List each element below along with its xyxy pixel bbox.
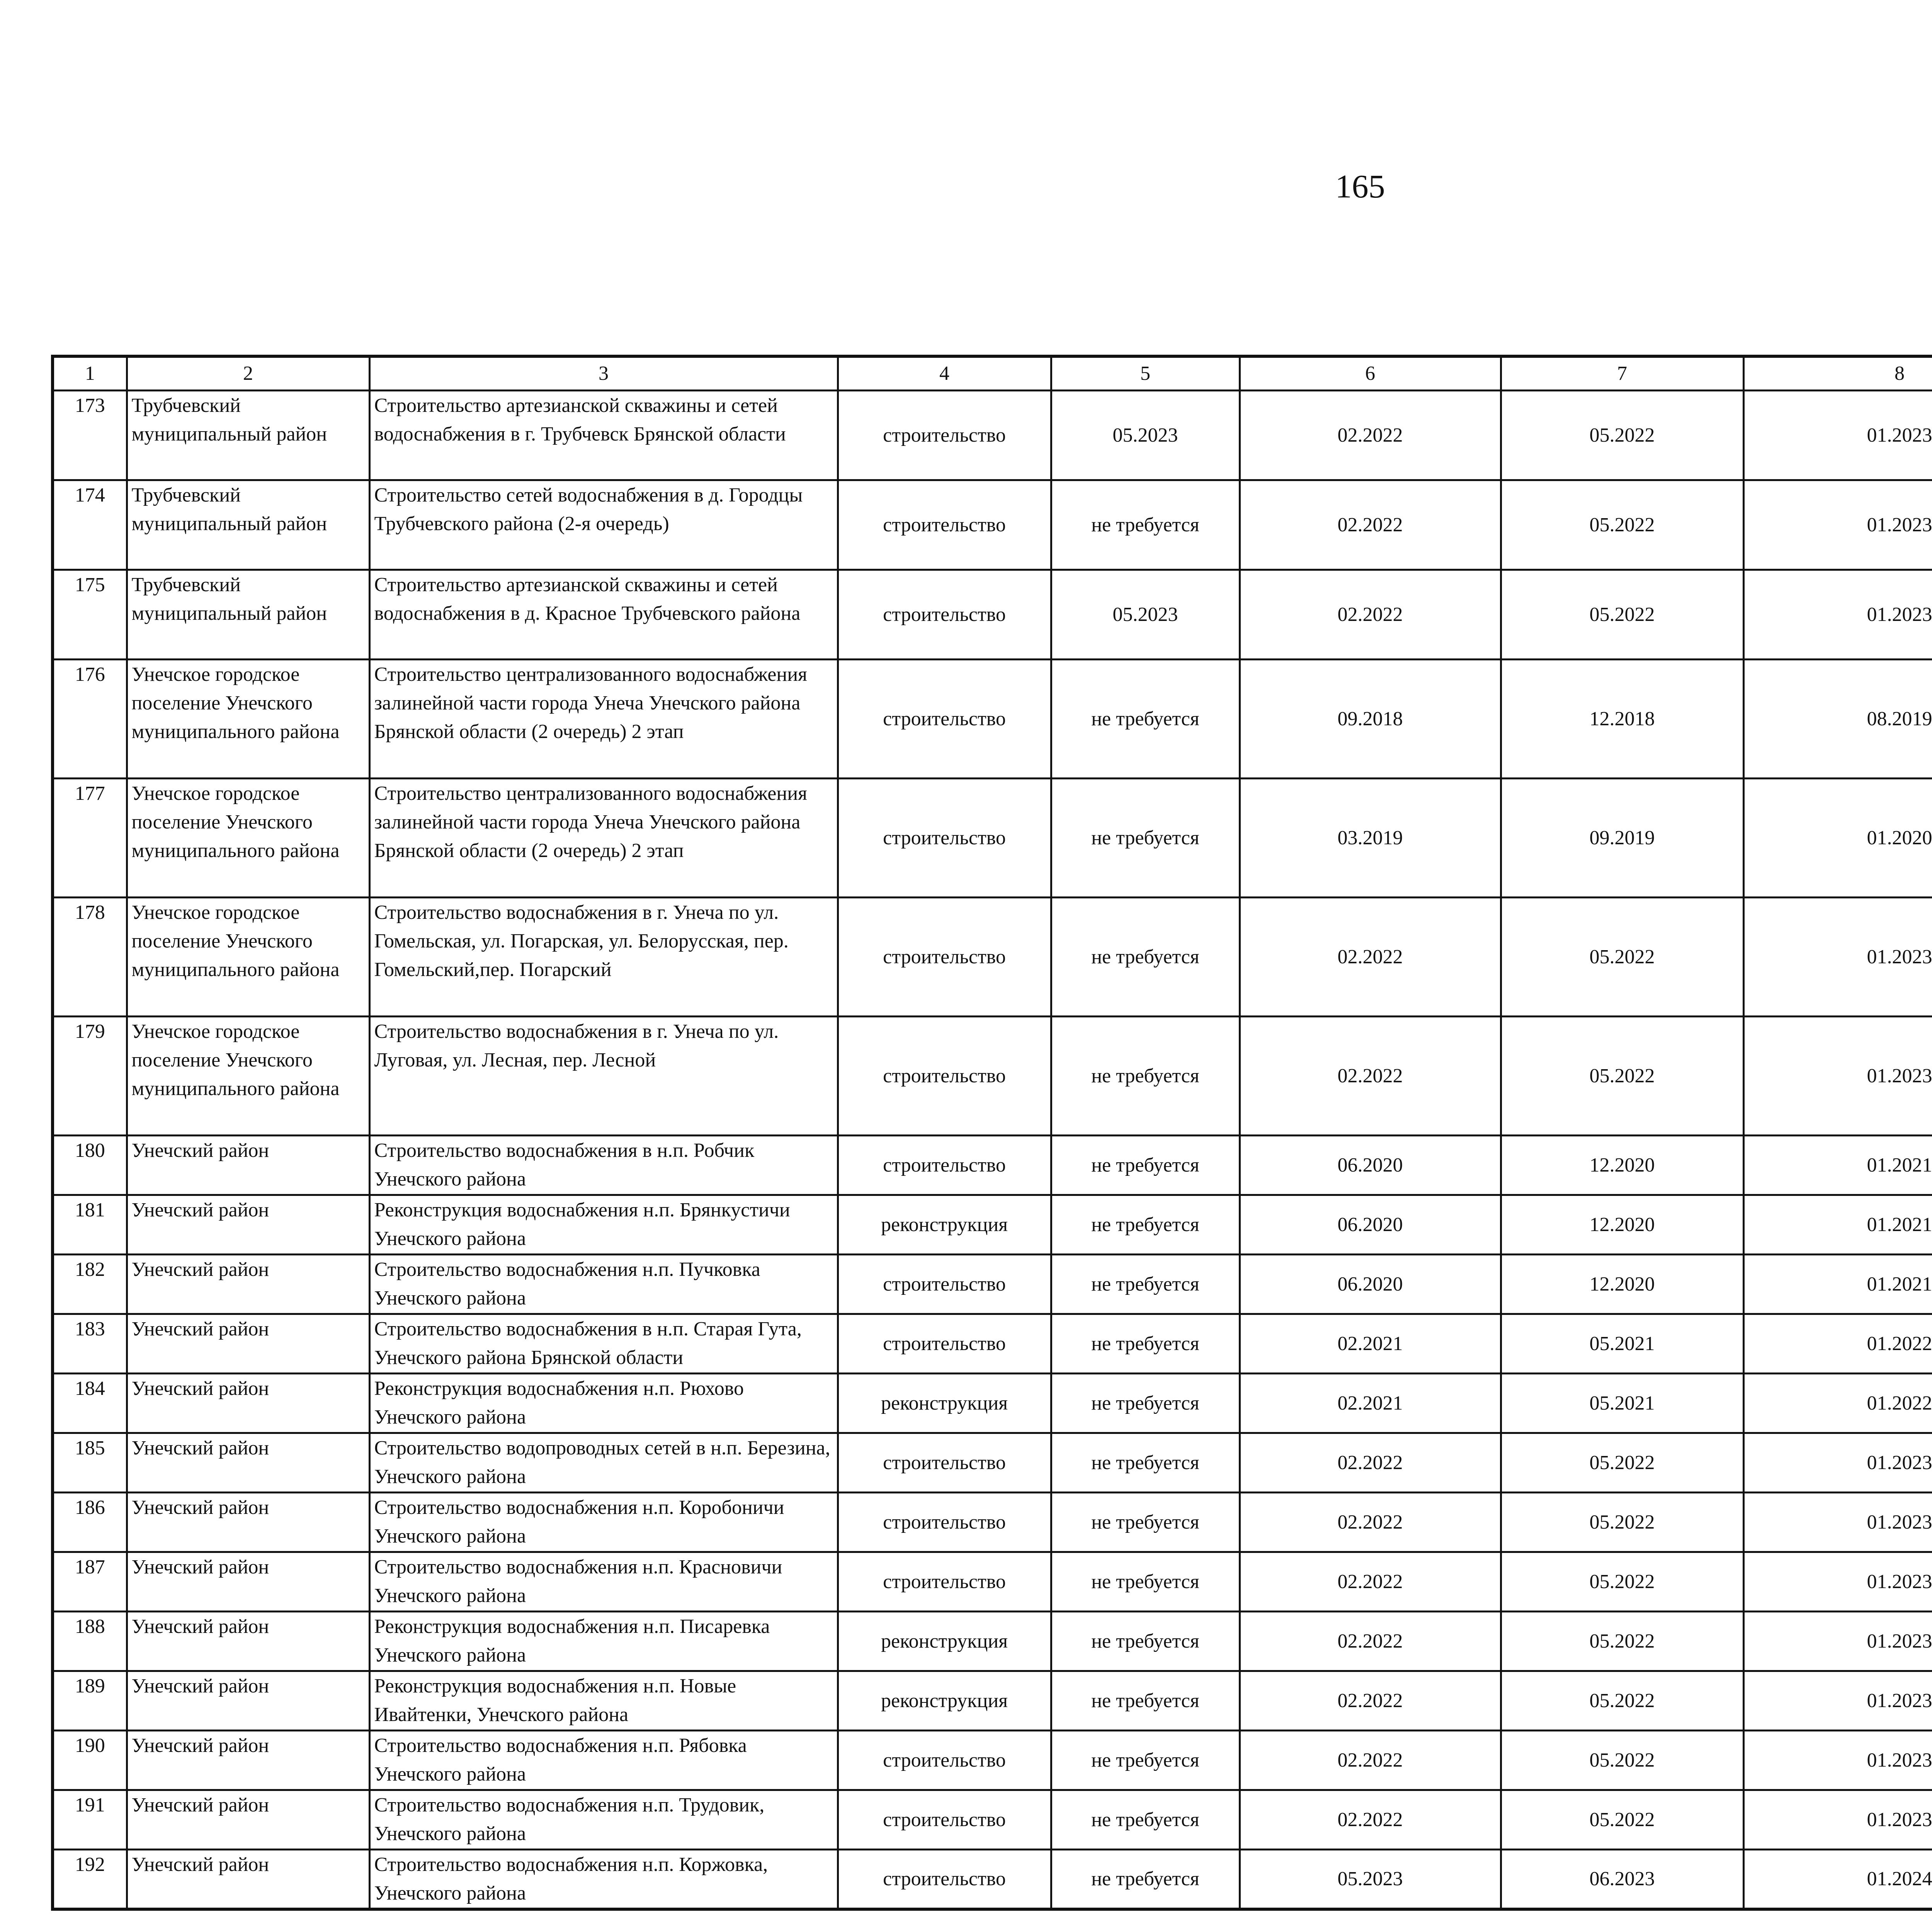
work-type-cell: строительство xyxy=(838,1136,1051,1195)
district-cell: Унечский район xyxy=(127,1612,369,1671)
table-row xyxy=(53,1552,1932,1612)
work-type-cell: строительство xyxy=(838,1790,1051,1850)
row-number: 182 xyxy=(53,1255,127,1314)
object-cell: Строительство водоснабжения в н.п. Робчик Унечского района xyxy=(369,1136,838,1195)
col7-date-cell: 05.2022 xyxy=(1501,1552,1743,1612)
object-cell: Реконструкция водоснабжения н.п. Рюхово Унечского района xyxy=(369,1374,838,1433)
table-row xyxy=(53,1671,1932,1731)
col7-date-cell: 05.2022 xyxy=(1501,391,1743,480)
work-type-cell: строительство xyxy=(838,1552,1051,1612)
work-type-cell: строительство xyxy=(838,1255,1051,1314)
col8-date-cell: 01.2021 xyxy=(1743,1136,1932,1195)
header-row xyxy=(53,356,1932,391)
table-row xyxy=(53,660,1932,779)
object-cell: Строительство водоснабжения н.п. Трудовик, Унечского района xyxy=(369,1790,838,1850)
row-number: 174 xyxy=(53,480,127,570)
table-row xyxy=(53,1017,1932,1136)
object-cell: Строительство централизованного водоснабжения залинейной части города Унеча Унечского района Брянской области (2 очередь) 2 этап xyxy=(369,779,838,898)
work-type-cell: строительство xyxy=(838,1731,1051,1790)
header-cell: 6 xyxy=(1240,356,1501,391)
col6-date-cell: 02.2022 xyxy=(1240,570,1501,660)
col7-date-cell: 12.2020 xyxy=(1501,1195,1743,1255)
district-cell: Унечский район xyxy=(127,1731,369,1790)
col5-cell: не требуется xyxy=(1051,1433,1240,1493)
object-cell: Реконструкция водоснабжения н.п. Брянкустичи Унечского района xyxy=(369,1195,838,1255)
table-row xyxy=(53,779,1932,898)
table-row xyxy=(53,1374,1932,1433)
col8-date-cell: 01.2023 xyxy=(1743,1790,1932,1850)
district-cell: Унечское городское поселение Унечского муниципального района xyxy=(127,660,369,779)
row-number: 181 xyxy=(53,1195,127,1255)
col5-cell: не требуется xyxy=(1051,660,1240,779)
work-type-cell: строительство xyxy=(838,660,1051,779)
row-number: 185 xyxy=(53,1433,127,1493)
col8-date-cell: 01.2023 xyxy=(1743,480,1932,570)
table-row xyxy=(53,1850,1932,1910)
col5-cell: не требуется xyxy=(1051,1790,1240,1850)
col8-date-cell: 01.2020 xyxy=(1743,779,1932,898)
table-row xyxy=(53,1136,1932,1195)
col6-date-cell: 02.2022 xyxy=(1240,1493,1501,1552)
row-number: 178 xyxy=(53,898,127,1017)
work-type-cell: строительство xyxy=(838,898,1051,1017)
district-cell: Унечский район xyxy=(127,1136,369,1195)
col6-date-cell: 09.2018 xyxy=(1240,660,1501,779)
col7-date-cell: 05.2022 xyxy=(1501,1731,1743,1790)
district-cell: Унечское городское поселение Унечского муниципального района xyxy=(127,1017,369,1136)
col7-date-cell: 12.2020 xyxy=(1501,1136,1743,1195)
row-number: 191 xyxy=(53,1790,127,1850)
col7-date-cell: 05.2022 xyxy=(1501,480,1743,570)
header-cell: 4 xyxy=(838,356,1051,391)
col5-cell: 05.2023 xyxy=(1051,570,1240,660)
header-cell: 1 xyxy=(53,356,127,391)
row-number: 189 xyxy=(53,1671,127,1731)
col5-cell: не требуется xyxy=(1051,480,1240,570)
col8-date-cell: 08.2019 xyxy=(1743,660,1932,779)
col8-date-cell: 01.2023 xyxy=(1743,1671,1932,1731)
col5-cell: не требуется xyxy=(1051,1552,1240,1612)
col6-date-cell: 05.2023 xyxy=(1240,1850,1501,1910)
row-number: 186 xyxy=(53,1493,127,1552)
col7-date-cell: 05.2022 xyxy=(1501,1612,1743,1671)
table-row xyxy=(53,898,1932,1017)
col6-date-cell: 06.2020 xyxy=(1240,1195,1501,1255)
col6-date-cell: 03.2019 xyxy=(1240,779,1501,898)
col8-date-cell: 01.2023 xyxy=(1743,1552,1932,1612)
object-cell: Строительство водоснабжения в г. Унеча по ул. Луговая, ул. Лесная, пер. Лесной xyxy=(369,1017,838,1136)
district-cell: Трубчевский муниципальный район xyxy=(127,480,369,570)
col6-date-cell: 02.2021 xyxy=(1240,1374,1501,1433)
district-cell: Унечский район xyxy=(127,1195,369,1255)
work-type-cell: реконструкция xyxy=(838,1671,1051,1731)
page-number: 165 xyxy=(1335,168,1385,205)
table-row xyxy=(53,1612,1932,1671)
col8-date-cell: 01.2023 xyxy=(1743,391,1932,480)
work-type-cell: строительство xyxy=(838,570,1051,660)
object-cell: Строительство водоснабжения н.п. Коробоничи Унечского района xyxy=(369,1493,838,1552)
col5-cell: не требуется xyxy=(1051,779,1240,898)
col6-date-cell: 06.2020 xyxy=(1240,1136,1501,1195)
table-row xyxy=(53,1314,1932,1374)
table-row xyxy=(53,1731,1932,1790)
district-cell: Унечский район xyxy=(127,1552,369,1612)
table-row xyxy=(53,1255,1932,1314)
row-number: 180 xyxy=(53,1136,127,1195)
col7-date-cell: 05.2022 xyxy=(1501,1017,1743,1136)
object-cell: Строительство артезианской скважины и сетей водоснабжения в д. Красное Трубчевского района xyxy=(369,570,838,660)
col6-date-cell: 02.2022 xyxy=(1240,1017,1501,1136)
district-cell: Унечское городское поселение Унечского муниципального района xyxy=(127,898,369,1017)
object-cell: Строительство водоснабжения в г. Унеча по ул. Гомельская, ул. Погарская, ул. Белорусская, пер. Гомельский,пер. Погарский xyxy=(369,898,838,1017)
col7-date-cell: 05.2021 xyxy=(1501,1314,1743,1374)
col6-date-cell: 02.2022 xyxy=(1240,1552,1501,1612)
district-cell: Унечский район xyxy=(127,1493,369,1552)
col6-date-cell: 02.2022 xyxy=(1240,898,1501,1017)
col8-date-cell: 01.2023 xyxy=(1743,1493,1932,1552)
col5-cell: не требуется xyxy=(1051,1314,1240,1374)
col5-cell: не требуется xyxy=(1051,1195,1240,1255)
col5-cell: 05.2023 xyxy=(1051,391,1240,480)
header-cell: 7 xyxy=(1501,356,1743,391)
col5-cell: не требуется xyxy=(1051,1850,1240,1910)
col7-date-cell: 12.2018 xyxy=(1501,660,1743,779)
col7-date-cell: 05.2022 xyxy=(1501,1493,1743,1552)
row-number: 179 xyxy=(53,1017,127,1136)
col8-date-cell: 01.2023 xyxy=(1743,1731,1932,1790)
col6-date-cell: 02.2022 xyxy=(1240,1731,1501,1790)
work-type-cell: строительство xyxy=(838,1850,1051,1910)
header-cell: 5 xyxy=(1051,356,1240,391)
work-type-cell: строительство xyxy=(838,1314,1051,1374)
district-cell: Унечский район xyxy=(127,1850,369,1910)
col6-date-cell: 02.2022 xyxy=(1240,391,1501,480)
col7-date-cell: 05.2022 xyxy=(1501,1790,1743,1850)
table-row xyxy=(53,1493,1932,1552)
object-cell: Строительство централизованного водоснабжения залинейной части города Унеча Унечского района Брянской области (2 очередь) 2 этап xyxy=(369,660,838,779)
work-type-cell: реконструкция xyxy=(838,1374,1051,1433)
col6-date-cell: 02.2022 xyxy=(1240,1790,1501,1850)
district-cell: Унечский район xyxy=(127,1433,369,1493)
work-type-cell: строительство xyxy=(838,391,1051,480)
row-number: 173 xyxy=(53,391,127,480)
table-row xyxy=(53,570,1932,660)
col8-date-cell: 01.2024 xyxy=(1743,1850,1932,1910)
object-cell: Строительство водоснабжения н.п. Красновичи Унечского района xyxy=(369,1552,838,1612)
col5-cell: не требуется xyxy=(1051,898,1240,1017)
district-cell: Трубчевский муниципальный район xyxy=(127,570,369,660)
header-cell: 8 xyxy=(1743,356,1932,391)
district-cell: Унечское городское поселение Унечского муниципального района xyxy=(127,779,369,898)
col8-date-cell: 01.2023 xyxy=(1743,570,1932,660)
col8-date-cell: 01.2022 xyxy=(1743,1314,1932,1374)
object-cell: Строительство артезианской скважины и сетей водоснабжения в г. Трубчевск Брянской области xyxy=(369,391,838,480)
col6-date-cell: 02.2022 xyxy=(1240,480,1501,570)
row-number: 190 xyxy=(53,1731,127,1790)
district-cell: Унечский район xyxy=(127,1790,369,1850)
col6-date-cell: 02.2022 xyxy=(1240,1671,1501,1731)
work-type-cell: реконструкция xyxy=(838,1195,1051,1255)
col5-cell: не требуется xyxy=(1051,1493,1240,1552)
header-cell: 3 xyxy=(369,356,838,391)
col6-date-cell: 02.2021 xyxy=(1240,1314,1501,1374)
header-cell: 2 xyxy=(127,356,369,391)
col7-date-cell: 12.2020 xyxy=(1501,1255,1743,1314)
col8-date-cell: 01.2021 xyxy=(1743,1195,1932,1255)
col5-cell: не требуется xyxy=(1051,1671,1240,1731)
table-row xyxy=(53,391,1932,480)
col8-date-cell: 01.2023 xyxy=(1743,1612,1932,1671)
district-cell: Трубчевский муниципальный район xyxy=(127,391,369,480)
col7-date-cell: 05.2021 xyxy=(1501,1374,1743,1433)
object-cell: Строительство водопроводных сетей в н.п. Березина, Унечского района xyxy=(369,1433,838,1493)
col7-date-cell: 05.2022 xyxy=(1501,1671,1743,1731)
row-number: 187 xyxy=(53,1552,127,1612)
district-cell: Унечский район xyxy=(127,1374,369,1433)
work-type-cell: строительство xyxy=(838,1017,1051,1136)
table-row xyxy=(53,480,1932,570)
col6-date-cell: 02.2022 xyxy=(1240,1433,1501,1493)
work-type-cell: строительство xyxy=(838,779,1051,898)
row-number: 175 xyxy=(53,570,127,660)
row-number: 184 xyxy=(53,1374,127,1433)
col7-date-cell: 05.2022 xyxy=(1501,1433,1743,1493)
col5-cell: не требуется xyxy=(1051,1612,1240,1671)
object-cell: Строительство водоснабжения в н.п. Старая Гута, Унечского района Брянской области xyxy=(369,1314,838,1374)
object-cell: Строительство водоснабжения н.п. Рябовка Унечского района xyxy=(369,1731,838,1790)
row-number: 177 xyxy=(53,779,127,898)
col6-date-cell: 02.2022 xyxy=(1240,1612,1501,1671)
row-number: 188 xyxy=(53,1612,127,1671)
col8-date-cell: 01.2023 xyxy=(1743,1433,1932,1493)
table-row xyxy=(53,1195,1932,1255)
row-number: 183 xyxy=(53,1314,127,1374)
col6-date-cell: 06.2020 xyxy=(1240,1255,1501,1314)
col7-date-cell: 05.2022 xyxy=(1501,898,1743,1017)
col5-cell: не требуется xyxy=(1051,1374,1240,1433)
table-row xyxy=(53,1433,1932,1493)
district-cell: Унечский район xyxy=(127,1314,369,1374)
district-cell: Унечский район xyxy=(127,1255,369,1314)
object-cell: Строительство водоснабжения н.п. Пучковка Унечского района xyxy=(369,1255,838,1314)
col5-cell: не требуется xyxy=(1051,1731,1240,1790)
object-cell: Строительство сетей водоснабжения в д. Городцы Трубчевского района (2-я очередь) xyxy=(369,480,838,570)
col7-date-cell: 09.2019 xyxy=(1501,779,1743,898)
row-number: 192 xyxy=(53,1850,127,1910)
object-cell: Строительство водоснабжения н.п. Коржовка, Унечского района xyxy=(369,1850,838,1910)
col8-date-cell: 01.2022 xyxy=(1743,1374,1932,1433)
col8-date-cell: 01.2023 xyxy=(1743,898,1932,1017)
projects-table xyxy=(51,355,1932,1911)
col7-date-cell: 05.2022 xyxy=(1501,570,1743,660)
col5-cell: не требуется xyxy=(1051,1255,1240,1314)
object-cell: Реконструкция водоснабжения н.п. Новые Ивайтенки, Унечского района xyxy=(369,1671,838,1731)
col5-cell: не требуется xyxy=(1051,1136,1240,1195)
col8-date-cell: 01.2023 xyxy=(1743,1017,1932,1136)
work-type-cell: строительство xyxy=(838,480,1051,570)
work-type-cell: строительство xyxy=(838,1433,1051,1493)
col5-cell: не требуется xyxy=(1051,1017,1240,1136)
object-cell: Реконструкция водоснабжения н.п. Писаревка Унечского района xyxy=(369,1612,838,1671)
district-cell: Унечский район xyxy=(127,1671,369,1731)
col7-date-cell: 06.2023 xyxy=(1501,1850,1743,1910)
table-row xyxy=(53,1790,1932,1850)
work-type-cell: реконструкция xyxy=(838,1612,1051,1671)
work-type-cell: строительство xyxy=(838,1493,1051,1552)
col8-date-cell: 01.2021 xyxy=(1743,1255,1932,1314)
row-number: 176 xyxy=(53,660,127,779)
